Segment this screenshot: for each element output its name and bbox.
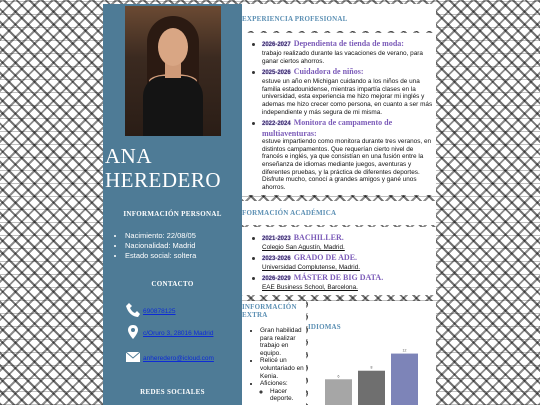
hobbies-label: Aficiones:	[260, 380, 288, 388]
email-link[interactable]: anheredero@icloud.com	[143, 355, 214, 362]
education-years: 2023-2026	[262, 256, 291, 262]
name-line-first: ANA	[105, 144, 152, 168]
extra-info-section	[242, 301, 306, 405]
education-degree: BACHILLER.	[293, 233, 344, 242]
education-school: Universidad Complutense, Madrid.	[262, 264, 361, 271]
phone-icon	[125, 302, 141, 318]
languages-section	[308, 301, 436, 405]
name-line-last: HEREDERO	[105, 168, 221, 192]
extra-info-list	[242, 327, 306, 403]
experience-years: 2025-2026	[262, 70, 291, 77]
language-bar	[391, 354, 418, 405]
education-item	[262, 253, 436, 271]
experience-title-box	[242, 4, 436, 31]
experience-description: estuve un año en Michigan cuidando a los niños de una familia estadounidense, mientras impartía clases en la universidad, esta experiencia me hizo mejorar mi inglés y ademas me hizo crecer como persona, en cuanto a ser más independiente y más segura de mi misma.	[262, 78, 433, 116]
person-name	[105, 144, 242, 192]
extra-info-item	[260, 380, 306, 403]
language-bar-label: 6	[337, 374, 340, 379]
personal-info-heading: INFORMACIÓN PERSONAL	[123, 210, 222, 218]
social-heading: REDES SOCIALES	[140, 388, 205, 396]
experience-item	[262, 67, 436, 116]
languages-title: IDIOMAS	[308, 323, 341, 331]
experience-item	[262, 118, 436, 191]
sidebar	[103, 4, 242, 405]
envelope-icon	[125, 349, 141, 365]
personal-info-list	[111, 231, 196, 261]
experience-years: 2022-2024	[262, 121, 291, 128]
experience-role: Monitora de campamento de multiaventuras:	[262, 118, 393, 139]
extra-info-title	[242, 303, 306, 319]
language-bar-label: 12	[402, 348, 407, 353]
location-pin-icon	[125, 324, 141, 340]
hobbies-list	[260, 388, 306, 403]
experience-title: EXPERIENCIA PROFESIONAL	[242, 15, 348, 23]
experience-role: Cuidadora de niños:	[293, 67, 364, 77]
extra-info-item: • Gran habilidad para realizar trabajo en equipo.	[260, 327, 306, 357]
extra-info-title-line1: INFORMACIÓN	[242, 303, 297, 311]
experience-description: trabajo realizado durante las vacaciones de verano, para ganar ciertos ahorros.	[262, 50, 423, 65]
contact-phone	[125, 302, 176, 318]
education-title-box	[242, 201, 436, 225]
education-list	[242, 227, 436, 291]
language-bar	[325, 379, 352, 405]
extra-info-title-line2: EXTRA	[242, 311, 268, 319]
marital-status: • Estado social: soltera	[125, 251, 196, 261]
nationality: • Nacionalidad: Madrid	[125, 241, 196, 251]
contact-heading: CONTACTO	[151, 280, 194, 288]
education-item	[262, 273, 436, 291]
education-degree: GRADO DE ADE.	[293, 253, 358, 262]
experience-years: 2026-2027	[262, 42, 291, 48]
experience-role: Dependienta de tienda de moda:	[293, 39, 404, 48]
contact-address	[125, 324, 213, 340]
contact-email	[125, 349, 214, 365]
education-section	[242, 227, 436, 295]
hobby-item: ◦ Hacer deporte.	[270, 388, 306, 403]
profile-photo	[125, 6, 221, 136]
education-degree: MÁSTER DE BIG DATA.	[293, 273, 384, 282]
education-school: EAE Business School, Barcelona.	[262, 284, 358, 291]
extra-info-item: • Relicé un voluntariado en Kenia.	[260, 357, 306, 380]
address-link[interactable]: c/Oruro 3, 28016 Madrid	[143, 330, 214, 337]
education-years: 2026-2029	[262, 276, 291, 282]
experience-item	[262, 39, 436, 65]
education-school: Colegio San Agustín, Madrid.	[262, 244, 345, 251]
experience-section	[242, 33, 436, 195]
birth-date: • Nacimiento: 22/08/05	[125, 231, 196, 241]
languages-chart	[308, 335, 436, 405]
phone-link[interactable]: 690878125	[143, 308, 176, 315]
education-item	[262, 233, 436, 251]
language-bar-label: 8	[370, 365, 373, 370]
experience-list	[242, 33, 436, 191]
language-bar	[358, 371, 385, 405]
education-years: 2021-2023	[262, 236, 291, 242]
education-title: FORMACIÓN ACADÉMICA	[242, 209, 337, 217]
experience-description: estuve impartiendo como monitora durante tres veranos, en distintos campamentos. Que requerían cierto nivel de francés e inglés, ya que consistían en una fusión entre la enseñanza de idiomas mediante juegos, aventuras y diferentes pruebas, y la práctica de diferentes deportes. Disfrute mucho, conocí a grandes amigos y gané unos ahorros.	[262, 138, 432, 191]
